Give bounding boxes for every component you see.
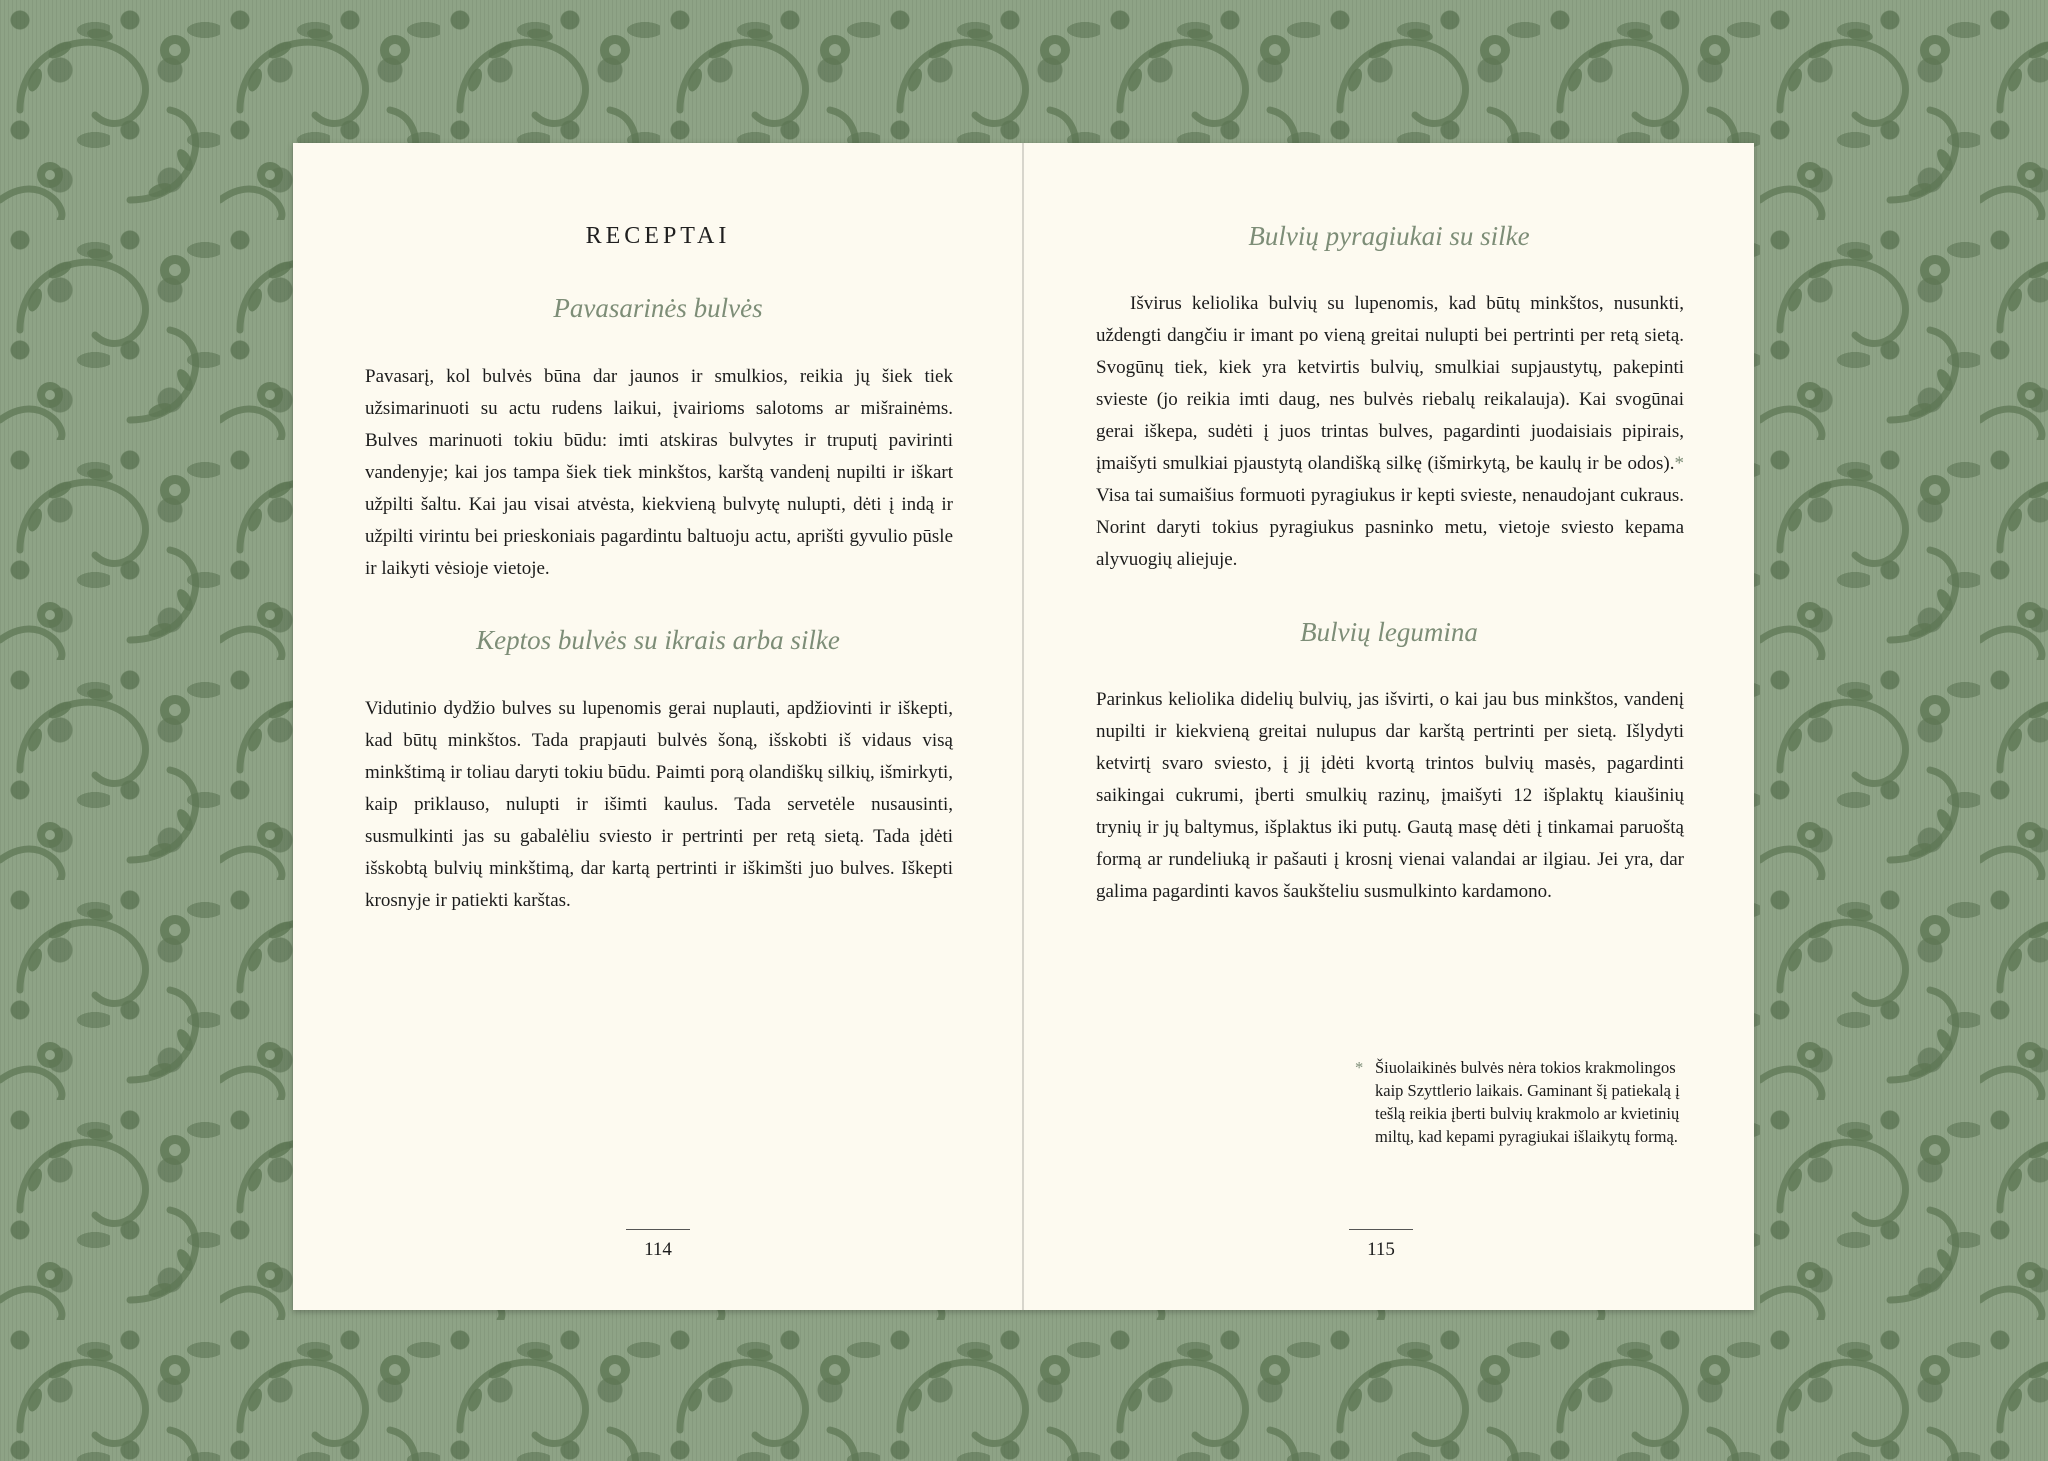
page-number: 114 — [644, 1239, 672, 1260]
page-number: 115 — [1367, 1239, 1395, 1260]
recipe-text-keptos-bulves: Vidutinio dydžio bulves su lupenomis gerai nuplauti, apdžiovinti ir iškepti, kad būtų minkštos. Tada prapjauti bulvės šoną, išskobti iš vidaus visą minkštimą ir toliau daryti tokiu būdu. Paimti porą olandiškų silkių, išmirkyti, kaip priklauso, nulupti ir išimti kaulus. Tada servetėle nusausinti, susmulkinti jas su gabalėliu sviesto ir pertrinti per retą sietą. Tada įdėti išskobtą bulvių minkštimą, dar kartą pertrinti ir iškimšti juo bulves. Iškepti krosnyje ir patiekti karštas. — [365, 698, 953, 911]
recipe-text-bulviu-legumina: Parinkus keliolika didelių bulvių, jas išvirti, o kai jau bus minkštos, vandenį nupilti ir kiekvieną greitai nulupus dar karštą pertrinti per sietą. Išlydyti ketvirtį svaro sviesto, į jį įdėti kvortą trintos bulvių masės, pagardinti saikingai cukrumi, įberti smulkių razinų, įmaišyti 12 išplaktų kiaušinių trynių ir jų baltymus, išplaktus iki putų. Gautą masę dėti į tinkamai paruoštą formą ar rundeliuką ir pašauti į krosnį vienai valandai ar ilgiau. Jei yra, dar galima pagardinti kavos šaukšteliu susmulkinto kardamono. — [1096, 689, 1684, 902]
open-book-spread — [293, 143, 1754, 1310]
recipe-title-bulviu-pyragiukai: Bulvių pyragiukai su silke — [1248, 221, 1530, 251]
recipe-text-bulviu-pyragiukai — [1096, 288, 1684, 576]
recipe-text-pavasarines-bulves: Pavasarį, kol bulvės būna dar jaunos ir smulkios, reikia jų šiek tiek užsimarinuoti su actu rudens laikui, įvairioms salotoms ar mišrainėms. Bulves marinuoti tokiu būdu: imti atskiras bulvytes ir truputį pavirinti vandenyje; kai jos tampa šiek tiek minkštos, karštą vandenį nupilti ir iškart užpilti šaltu. Kai jau visai atvėsta, kiekvieną bulvytę nulupti, dėti į indą ir užpilti virintu bei prieskoniais pagardintu baltuoju actu, aprišti gyvulio pūsle ir laikyti vėsioje vietoje. — [365, 366, 953, 579]
page-number-rule — [626, 1229, 690, 1230]
recipe-title-pavasarines-bulves: Pavasarinės bulvės — [553, 293, 763, 323]
running-head: RECEPTAI — [585, 223, 731, 249]
recipe-title-keptos-bulves: Keptos bulvės su ikrais arba silke — [476, 625, 840, 655]
page-number-rule — [1349, 1229, 1413, 1230]
recipe-text-part-2: Visa tai sumaišius formuoti pyragiukus ir kepti svieste, nenaudojant cukraus. Norint daryti tokius pyragiukus pasninko metu, vietoje sviesto kepama alyvuogių aliejuje. — [1096, 485, 1684, 570]
recipe-text-part-1: Išvirus keliolika bulvių su lupenomis, kad būtų minkštos, nusunkti, uždengti dangčiu ir imant po vieną greitai nulupti bei pertrinti per retą sietą. Svogūnų tiek, kiek yra ketvirtis bulvių, smulkiai supjaustytų, pakepinti svieste (jo reikia imti daug, nes bulvės riebalų reikalauja). Kai svogūnai gerai iškepa, sudėti į juos trintas bulves, pagardinti juodaisiais pipirais, įmaišyti smulkiai pjaustytą olandišką silkę (išmirkytą, be kaulų ir be odos). — [1096, 293, 1684, 474]
recipe-title-bulviu-legumina: Bulvių legumina — [1300, 617, 1478, 647]
footnote-reference-mark: * — [1674, 453, 1684, 474]
footnote-text: Šiuolaikinės bulvės nėra tokios krakmolingos kaip Szyttlerio laikais. Gaminant šį patiekalą į tešlą reikia įberti bulvių krakmolo ar kvietinių miltų, kad kepami pyragiukai išlaikytų formą. — [1375, 1058, 1680, 1146]
right-page — [1024, 143, 1754, 1310]
left-page — [293, 143, 1023, 1310]
footnote-mark: * — [1355, 1058, 1364, 1077]
footnote — [1355, 1056, 1683, 1148]
